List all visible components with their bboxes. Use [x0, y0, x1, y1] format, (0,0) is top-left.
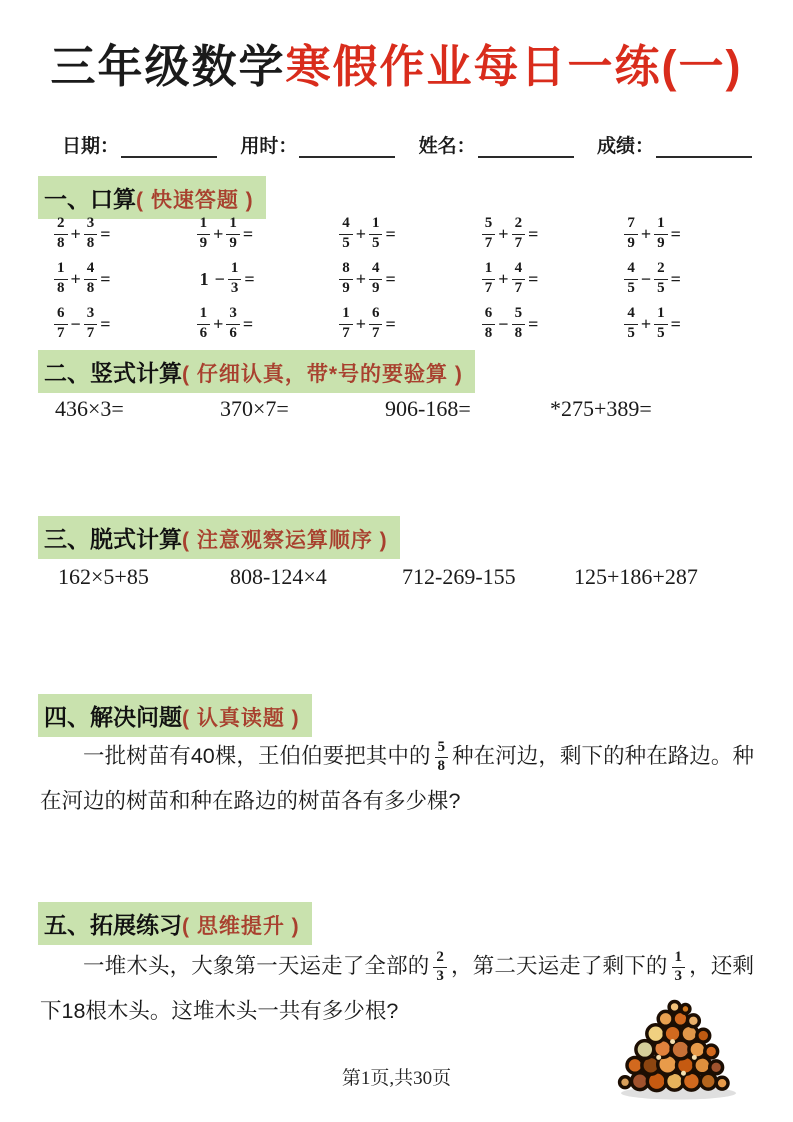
info-label-time: 用时：: [240, 136, 298, 157]
fraction: $\frac{2}{7}$: [512, 216, 526, 252]
problem-text: ，第二天运走了剩下的: [450, 954, 668, 978]
section-oral-heading: 一、口算: [44, 186, 136, 212]
fraction: $\frac{5}{7}$: [482, 216, 496, 252]
math-token: =: [670, 268, 681, 289]
vertical-problem-row: [55, 396, 652, 422]
math-token: +: [70, 223, 81, 244]
section-stepwise-header: [38, 516, 400, 559]
math-token: =: [100, 268, 111, 289]
page-title: [0, 38, 793, 97]
date-blank-line: [121, 134, 217, 158]
fraction: $\frac{4}{8}$: [84, 261, 98, 297]
fraction: $\frac{6}{8}$: [482, 306, 496, 342]
oral-problem: [468, 306, 611, 342]
fraction: $\frac{1}{7}$: [339, 306, 353, 342]
math-token: −: [498, 313, 509, 334]
oral-problem: [183, 306, 326, 342]
fraction: $\frac{4}{9}$: [369, 261, 383, 297]
fraction: $\frac{1}{9}$: [226, 216, 240, 252]
fraction: $\frac{5}{8}$: [435, 740, 449, 776]
oral-problem-grid: [40, 216, 753, 342]
section-stepwise-heading: 三、脱式计算: [44, 526, 182, 552]
problem-text: 种在河边，剩下的种在路边。种在河边的树苗和种在路边的树苗各有多少棵?: [40, 744, 754, 813]
fraction: $\frac{6}{7}$: [369, 306, 383, 342]
fraction: $\frac{3}{7}$: [84, 306, 98, 342]
page-title-red: 寒假作业每日一练(一): [285, 41, 743, 92]
fraction: $\frac{1}{9}$: [654, 216, 668, 252]
math-token: =: [385, 313, 396, 334]
fraction: $\frac{2}{3}$: [433, 950, 447, 986]
section-word-header: [38, 694, 312, 737]
fraction: $\frac{1}{3}$: [228, 261, 242, 297]
oral-problem: [40, 261, 183, 297]
section-oral-hint: ( 快速答题 ): [136, 189, 254, 212]
math-token: +: [213, 313, 224, 334]
fraction: $\frac{4}{5}$: [624, 306, 638, 342]
name-blank-line: [478, 134, 574, 158]
math-token: 1: [199, 268, 209, 289]
problem-text: 一批树苗有40棵，王伯伯要把其中的: [83, 744, 431, 768]
math-token: −: [640, 268, 652, 289]
math-token: =: [385, 268, 396, 289]
oral-problem: [468, 216, 611, 252]
math-token: =: [528, 223, 539, 244]
info-field-time: [240, 131, 395, 158]
problem-text: 一堆木头，大象第一天运走了全部的: [83, 954, 430, 978]
section-extension-hint: ( 思维提升 ): [182, 915, 300, 938]
stepwise-problem-row: [58, 564, 698, 590]
fraction: $\frac{3}{8}$: [84, 216, 98, 252]
math-token: +: [355, 313, 366, 334]
fraction: $\frac{2}{8}$: [54, 216, 68, 252]
oral-problem: [183, 216, 326, 252]
info-field-date: [62, 131, 217, 158]
math-token: =: [242, 223, 254, 244]
math-token: =: [528, 268, 539, 289]
oral-problem: [40, 306, 183, 342]
math-token: +: [640, 223, 652, 244]
fraction: $\frac{1}{5}$: [369, 216, 383, 252]
fraction: $\frac{1}{7}$: [482, 261, 496, 297]
info-field-name: [419, 131, 574, 158]
math-token: =: [528, 313, 539, 334]
fraction: $\frac{1}{5}$: [654, 306, 668, 342]
stepwise-problem: 808-124×4: [230, 564, 327, 589]
page-footer: 第1页,共30页: [341, 1068, 452, 1089]
vertical-problem: 436×3=: [55, 396, 124, 421]
page-title-black: 三年级数学: [50, 41, 286, 92]
math-token: +: [498, 223, 509, 244]
stepwise-problem: 162×5+85: [58, 564, 149, 589]
math-token: +: [355, 223, 366, 244]
math-token: +: [70, 268, 81, 289]
oral-problem: [325, 216, 468, 252]
section-extension-header: [38, 902, 312, 945]
fraction: $\frac{1}{3}$: [672, 950, 686, 986]
math-token: =: [670, 223, 681, 244]
fraction: $\frac{4}{5}$: [339, 216, 353, 252]
math-token: +: [213, 223, 224, 244]
fraction: $\frac{5}{8}$: [512, 306, 526, 342]
section-extension-heading: 五、拓展练习: [44, 912, 182, 938]
math-token: −: [214, 268, 225, 289]
section-word-hint: ( 认真读题 ): [182, 707, 300, 730]
fraction: $\frac{4}{5}$: [624, 261, 638, 297]
oral-problem: [40, 216, 183, 252]
problem-text: ，还剩下18根木头。这堆木头一共有多少根?: [40, 954, 754, 1023]
section-stepwise-hint: ( 注意观察运算顺序 ): [182, 529, 388, 552]
info-bar: [62, 131, 752, 158]
math-token: =: [100, 313, 111, 334]
math-token: =: [670, 313, 681, 334]
vertical-problem: 906-168=: [385, 396, 471, 421]
score-blank-line: [656, 134, 752, 158]
math-token: −: [70, 313, 81, 334]
fraction: $\frac{3}{6}$: [226, 306, 240, 342]
fraction: $\frac{4}{7}$: [512, 261, 526, 297]
fraction: $\frac{8}{9}$: [339, 261, 353, 297]
stepwise-problem: 712-269-155: [402, 564, 516, 589]
info-field-score: [597, 131, 752, 158]
math-token: =: [242, 313, 254, 334]
oral-problem: [468, 261, 611, 297]
math-token: =: [385, 223, 396, 244]
fraction: $\frac{1}{9}$: [197, 216, 211, 252]
oral-problem: [610, 306, 753, 342]
math-token: +: [640, 313, 652, 334]
time-blank-line: [299, 134, 395, 158]
section-vertical-heading: 二、竖式计算: [44, 360, 182, 386]
fraction: $\frac{2}{5}$: [654, 261, 668, 297]
fraction: $\frac{7}{9}$: [624, 216, 638, 252]
oral-problem: [325, 306, 468, 342]
math-token: =: [244, 268, 255, 289]
fraction: $\frac{6}{7}$: [54, 306, 68, 342]
info-label-name: 姓名：: [418, 136, 476, 157]
fraction: $\frac{1}{6}$: [197, 306, 211, 342]
oral-problem: [610, 261, 753, 297]
info-label-score: 成绩：: [596, 136, 654, 157]
section-vertical-header: [38, 350, 475, 393]
vertical-problem: 370×7=: [220, 396, 289, 421]
oral-problem: [610, 216, 753, 252]
math-token: +: [498, 268, 509, 289]
section-word-heading: 四、解决问题: [44, 704, 182, 730]
info-label-date: 日期：: [62, 136, 120, 157]
word-problem-text: [40, 734, 754, 824]
math-token: =: [100, 223, 111, 244]
vertical-problem: *275+389=: [550, 396, 652, 421]
section-oral-header: [38, 176, 266, 219]
oral-problem: [325, 261, 468, 297]
stepwise-problem: 125+186+287: [574, 564, 698, 589]
section-vertical-hint: ( 仔细认真，带*号的要验算 ): [182, 363, 463, 386]
oral-problem: [183, 261, 326, 297]
fraction: $\frac{1}{8}$: [54, 261, 68, 297]
math-token: +: [355, 268, 366, 289]
